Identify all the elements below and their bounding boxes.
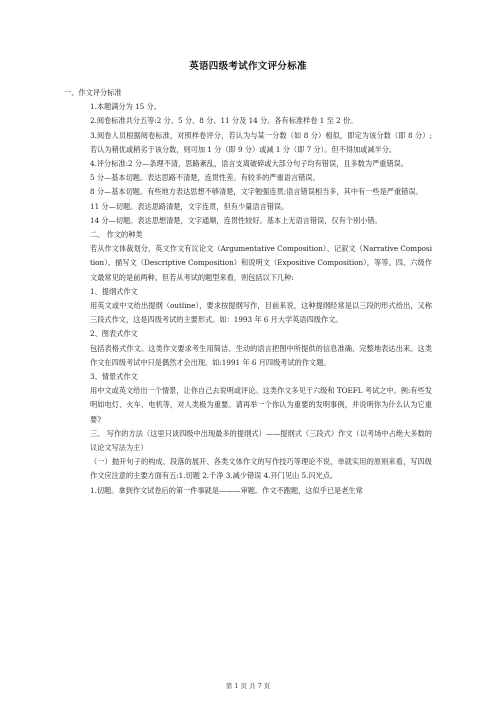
paragraph: 用中文或英文给出一个情景，让你自己去说明或评论。这类作文多见于六级和 TOEFL 考试之中。例:有些发明如电灯、火车、电机等，对人类极为重要。请再举一个你认为重要的发明事例，并说明你为什么认为它重要?: [90, 386, 432, 424]
paragraph: 11 分—切题。表达思路清楚，文字连贯，但有少量语言错误。: [90, 201, 289, 211]
paragraph: 2、图表式作文: [90, 329, 138, 339]
paragraph: 5 分—基本切题。表达思路不清楚，连贯性差。有较多的严重语言错误。: [90, 173, 320, 183]
paragraph: 包括表格式作文。这类作文要求考生用简洁、生动的语言把图中所提供的信息准确、完整地表达出来。这类作文在四级考试中只是偶然才会出现。如:1991 年 6 月四级考试的作文题。: [90, 343, 432, 367]
paragraph: 2.阅卷标准共分五等:2 分、5 分、8 分、11 分及 14 分。各有标准样卷 1 至 2 份。: [90, 116, 358, 126]
document-title: 英语四级考试作文评分标准: [189, 61, 307, 72]
paragraph: 一、作文评分标准: [64, 88, 122, 97]
paragraph: 用英文或中文给出提纲（outline），要求按提纲写作，目前来说，这种提纲经常是以三段的形式给出，又称三段式作文，这是四级考试的主要形式。如：1993 年 6 月大学英语四级作文。: [90, 301, 432, 325]
paragraph: 1.切题。拿到作文试卷后的第一件事就是———审题。作文不跑题，这似乎已是老生常: [90, 485, 363, 495]
paragraph: 14 分—切题。表达思想清楚，文字通顺，连贯性较好。基本上无语言错误，仅有个别小错。: [90, 215, 382, 225]
page-footer: 第 1 页 共 7 页: [225, 682, 271, 690]
paragraph: （一）抛开句子的构成、段落的展开、各类文体作文的写作技巧等理论不说，单就实用的原则来看，写四级作文应注意的主要方面有五:1.切题 2.千净 3.减少错误 4.开门见山 5.闪光点。: [90, 457, 432, 481]
paragraph: 1、提纲式作文: [90, 286, 138, 296]
paragraph: 1.本题满分为 15 分。: [90, 102, 161, 112]
paragraph: 3、情景式作文: [90, 372, 138, 382]
document-body: [64, 86, 432, 498]
paragraph: 3.阅卷人员根据阅卷标准，对照样卷评分，若认为与某一分数（如 8 分）相似，即定为该分数（即 8 分）;若认为稍优或稍劣于该分数，则可加 1 分（即 9 分）或减 1 分（即 7 分）。但不得加或减半分。: [90, 130, 432, 154]
paragraph: 二、 作文的种类: [90, 230, 143, 240]
paragraph: 8 分—基本切题。有些地方表达思想不够清楚，文字勉强连贯;语言错误相当多，其中有一些是严重错误。: [90, 187, 423, 197]
paragraph: 4.评分标准:2 分—条理不清，思路紊乱，语言支离破碎或大部分句子均有错误，且多数为严重错误。: [90, 159, 409, 169]
paragraph: 若从作文体裁划分，英文作文有议论文（Argumentative Composition）、记叙文（Narrative Composition）、描写文（Descriptive Composition）和说明文（Expositive Composition），等等。四、六级作文最常见的是前两种。但若从考试的题型来看，则包括以下几种:: [90, 244, 432, 282]
paragraph: 三、 写作的方法（这里只谈四级中出现最多的提纲式）——提纲式（三段式）作文（以考场中占绝大多数的议论文写法为主）: [90, 428, 432, 453]
